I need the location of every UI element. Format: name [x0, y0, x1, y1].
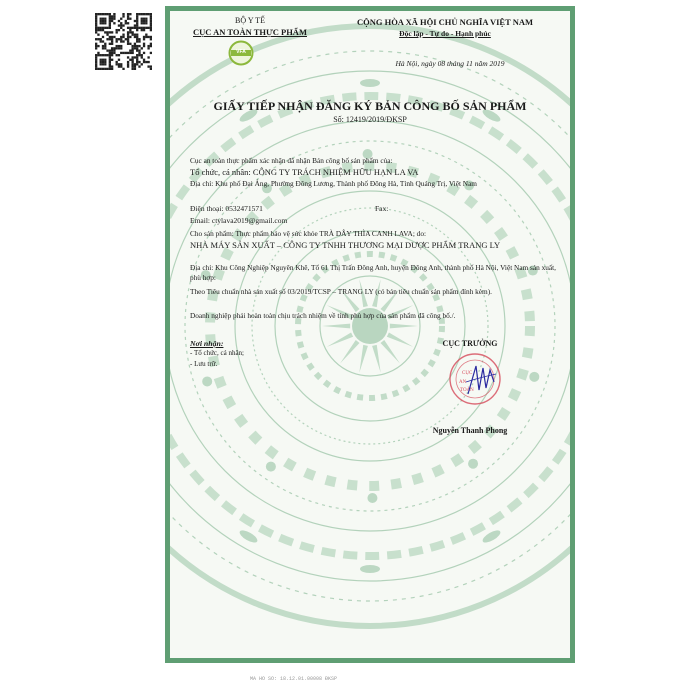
intro-text: Cục an toàn thực phẩm xác nhận đã nhận Bản công bố sản phẩm của: [190, 156, 393, 165]
svg-text:AN: AN [459, 380, 467, 385]
fax: Fax: [375, 204, 389, 213]
official-seal [448, 352, 502, 406]
responsibility: Doanh nghiệp phải hoàn toàn chịu trách nhiệm về tính phù hợp của sản phẩm đã công bố./. [190, 311, 456, 320]
organization: Tổ chức, cá nhân: CÔNG TY TRÁCH NHIỆM HỮU HẠN LA VA [190, 167, 419, 177]
product-line: Cho sản phẩm: Thực phẩm bảo vệ sức khỏe TRÀ DÂY THÌA CANH LAVA; do: [190, 229, 426, 238]
vfa-logo-text: VFA [236, 49, 246, 55]
footer-code: MA HO SO: 18.12.01.00008 ĐKSP [250, 676, 338, 682]
motto: Độc lập - Tự do - Hạnh phúc [399, 29, 491, 38]
certificate-inner [170, 11, 570, 658]
recipient-item: - Tổ chức, cá nhân; [190, 349, 245, 357]
vfa-logo [228, 40, 254, 66]
nation-name: CỘNG HÒA XÃ HỘI CHỦ NGHĨA VIỆT NAM [356, 17, 534, 27]
svg-text:CỤC: CỤC [462, 371, 473, 376]
document-number: Số: 12419/2019/ĐKSP [333, 115, 407, 124]
signer-name: Nguyễn Thanh Phong [432, 426, 508, 435]
ministry-name: BỘ Y TẾ [235, 16, 265, 25]
certificate-sheet [165, 6, 575, 663]
standard: Theo Tiêu chuẩn nhà sản xuất số 03/2019/TCSP – TRANG LY (có bản tiêu chuẩn sản phẩm đính kèm). [190, 287, 492, 296]
qr-code [95, 13, 152, 70]
recipient-item: - Lưu trữ. [190, 360, 218, 368]
manufacturer: NHÀ MÁY SẢN XUẤT – CÔNG TY TNHH THƯƠNG MẠI DƯỢC PHẨM TRANG LY [190, 240, 501, 250]
phone: Điện thoại: 0532471571 [190, 204, 263, 213]
organization-address: Địa chỉ: Khu phố Đại Áng, Phường Đông Lương, Thành phố Đông Hà, Tỉnh Quảng Trị, Việt Nam [190, 179, 477, 188]
manufacturer-address: Địa chỉ: Khu Công Nghiệp Nguyên Khê, Tổ 61 Thị Trấn Đông Anh, huyện Đông Anh, thành phố Hà Nội, Việt Nam sản xuất, phù hợp: [190, 263, 556, 282]
issue-date: Hà Nội, ngày 08 tháng 11 năm 2019 [395, 59, 505, 68]
recipients-label: Nơi nhận: [190, 339, 224, 348]
signer-role: CỤC TRƯỞNG [442, 339, 498, 348]
department-name: CỤC AN TOÀN THỰC PHẨM [193, 27, 307, 37]
email: Email: ctylava2019@gmail.com [190, 216, 288, 225]
document-title: GIẤY TIẾP NHẬN ĐĂNG KÝ BẢN CÔNG BỐ SẢN PHẨM [213, 99, 527, 113]
svg-text:TOÀN: TOÀN [460, 388, 474, 393]
